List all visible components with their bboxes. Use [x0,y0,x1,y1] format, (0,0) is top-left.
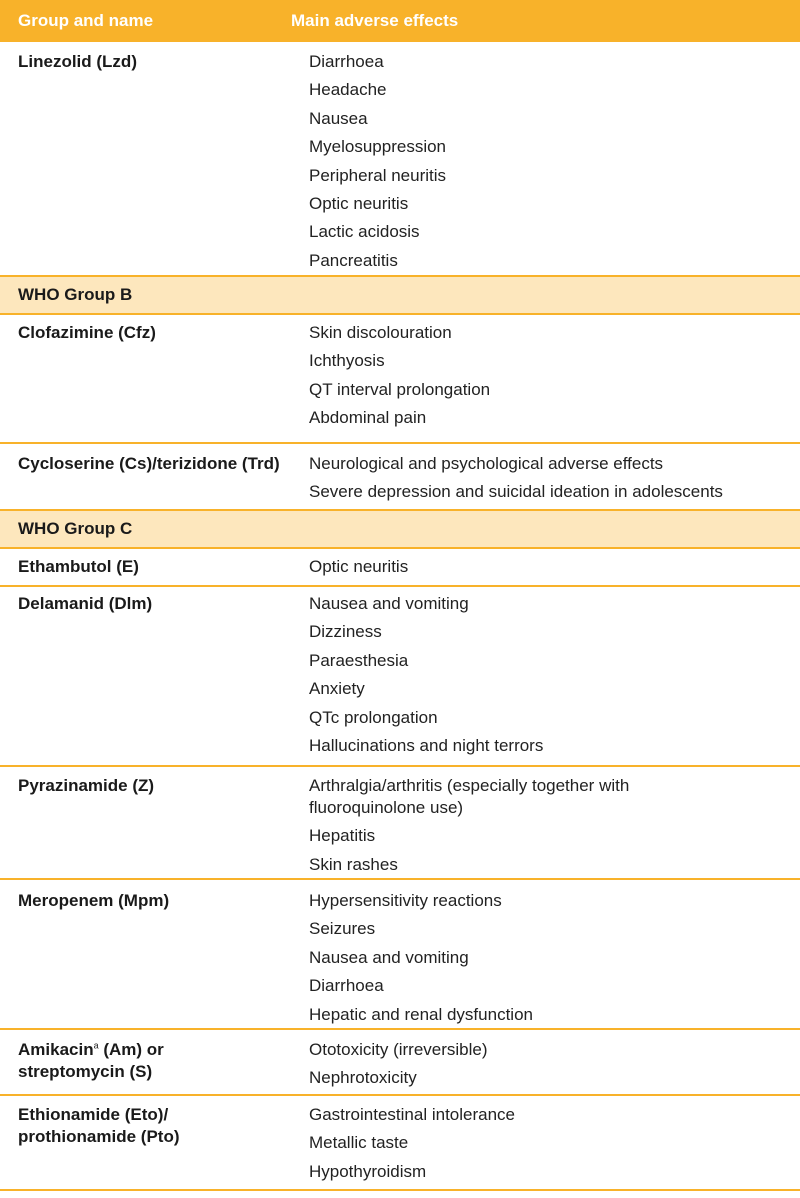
drug-name: Delamanid (Dlm) [18,594,153,613]
effect-item: Hypersensitivity reactions [309,891,502,910]
header-main-adverse-effects: Main adverse effects [291,11,459,30]
effect-item: Optic neuritis [309,557,409,576]
effect-item: Paraesthesia [309,650,409,670]
effect-item: Pancreatitis [309,250,398,270]
effects-list [309,556,789,584]
table-row [0,42,800,277]
effects-list [309,1104,789,1189]
effect-item: Ichthyosis [309,351,385,371]
effects-list [309,775,729,882]
drug-name: Ethionamide (Eto)/ prothionamide (Pto) [18,1105,180,1146]
effect-item: Gastrointestinal intolerance [309,1105,516,1124]
table-row [0,587,800,767]
effect-item: Skin discolouration [309,323,452,342]
table-row [0,880,800,1030]
effects-list [309,1039,789,1096]
effect-item: QTc prolongation [309,707,438,727]
effects-list [309,51,789,278]
drug-name: Meropenem (Mpm) [18,891,170,910]
effects-list [309,453,789,510]
effect-item: Hypothyroidism [309,1161,427,1181]
group-label: WHO Group B [18,285,133,304]
effect-item: Hepatitis [309,826,376,846]
effects-list [309,593,789,763]
effect-item: Seizures [309,919,376,939]
effect-item: Nausea and vomiting [309,947,469,967]
table-row [0,1096,800,1191]
effect-item: Dizziness [309,622,382,642]
effect-item: Nephrotoxicity [309,1068,417,1088]
effect-item: Optic neuritis [309,193,409,213]
effect-item: Hallucinations and night terrors [309,735,544,755]
effect-item: Diarrhoea [309,52,384,71]
effect-item: Abdominal pain [309,408,427,428]
effect-item: Neurological and psychological adverse effects [309,454,664,473]
header-group-and-name: Group and name [18,11,154,30]
table-header [0,0,800,42]
effect-item: Headache [309,80,387,100]
effect-item: Anxiety [309,679,365,699]
table-row [0,767,800,880]
group-label: WHO Group C [18,519,133,538]
effects-list [309,890,789,1032]
effect-item: Ototoxicity (irreversible) [309,1040,488,1059]
effect-item: Severe depression and suicidal ideation in adolescents [309,482,723,502]
effect-item: Arthralgia/arthritis (especially together with fluoroquinolone use) [309,776,630,817]
table-row [0,444,800,511]
effects-list [309,322,789,436]
effect-item: Nausea [309,108,368,128]
effect-item: QT interval prolongation [309,379,491,399]
drug-name: Clofazimine (Cfz) [18,323,156,342]
table-row [0,315,800,444]
effect-item: Hepatic and renal dysfunction [309,1004,533,1024]
drug-name: Cycloserine (Cs)/terizidone (Trd) [18,454,280,473]
effect-item: Diarrhoea [309,976,384,996]
table-row [0,549,800,587]
drug-name: Pyrazinamide (Z) [18,776,155,795]
effect-item: Myelosuppression [309,137,447,157]
effect-item: Lactic acidosis [309,222,420,242]
drug-name: Linezolid (Lzd) [18,52,137,71]
footnote-marker: a [93,1040,99,1051]
group-header-c [0,511,800,549]
effect-item: Nausea and vomiting [309,594,469,613]
drug-name: Ethambutol (E) [18,557,139,576]
effect-item: Metallic taste [309,1133,409,1153]
group-header-b [0,277,800,315]
drug-name: Amikacin$^a$ (Am) or streptomycin (S) [18,1040,164,1081]
effect-item: Peripheral neuritis [309,165,447,185]
effect-item: Skin rashes [309,854,398,874]
table-row [0,1030,800,1096]
